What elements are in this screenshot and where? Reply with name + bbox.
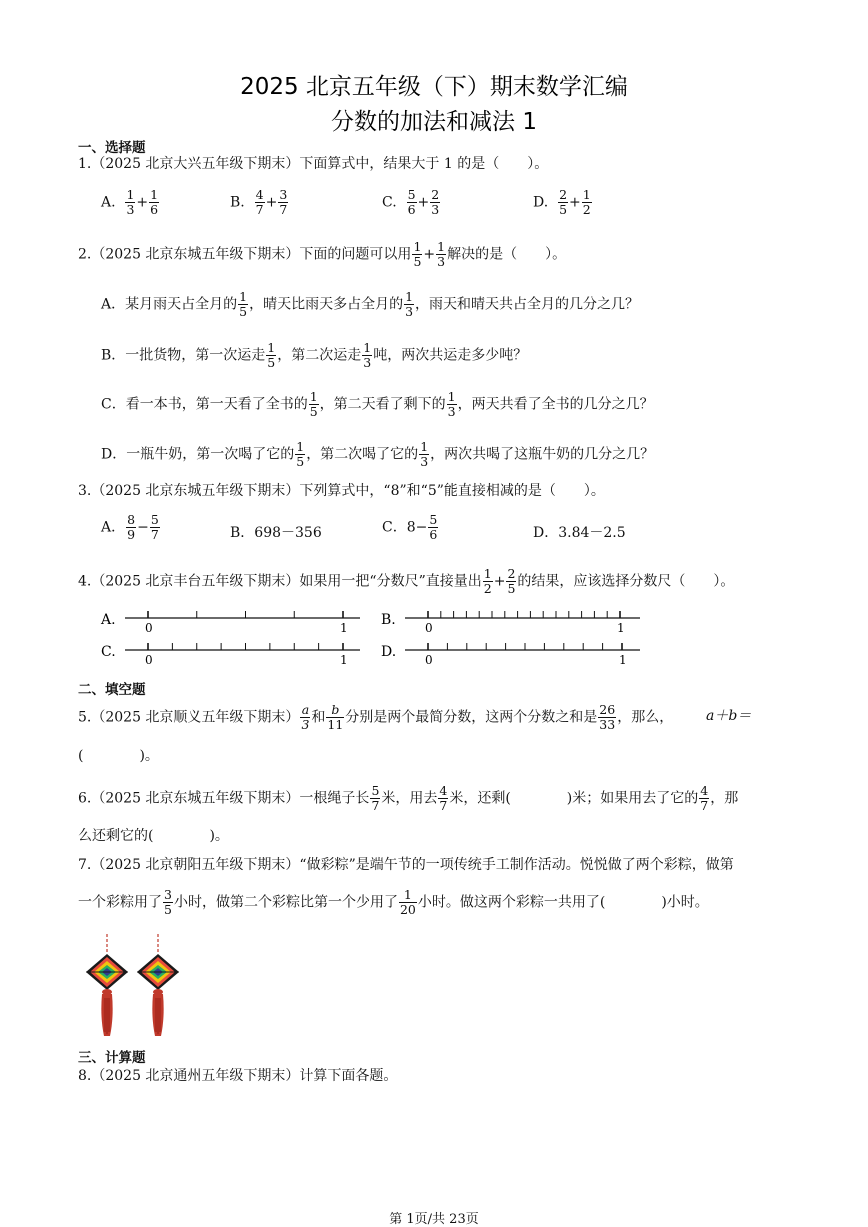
ruler-b	[381, 611, 640, 635]
zongzi-illustration	[80, 932, 190, 1044]
ruler-label: D.	[381, 644, 397, 660]
section-heading-calc: 三、计算题	[78, 1050, 146, 1066]
ruler-label: B.	[381, 612, 396, 628]
question-1-option-c: C. $\frac{5}{6}$ + $\frac{2}{3}$	[382, 187, 440, 217]
ruler-zero-label: 0	[425, 621, 433, 635]
ruler-one-label: 1	[617, 621, 625, 635]
fraction: $\frac{2}{3}$	[431, 187, 440, 217]
fraction: $\frac{2}{5}$	[559, 187, 568, 217]
ruler-label: C.	[101, 644, 116, 660]
fraction: $\frac{1}{2}$	[582, 187, 591, 217]
page-title: 2025 北京五年级（下）期末数学汇编	[240, 74, 628, 100]
ruler-a	[100, 611, 360, 635]
question-3-option-d: D．3.84－2.5	[533, 525, 626, 541]
question-2-stem: 2.（2025 北京东城五年级下期末）下面的问题可以用 $\frac{1}{5}$ + $\frac{1}{3}$ 解决的是（ ）。	[78, 239, 567, 269]
question-6-stem: 6.（2025 北京东城五年级下期末）一根绳子长 $\frac{5}{7}$ 米，用去 $\frac{4}{7}$ 米，还剩( )米；如果用去了它的 $\frac{4}{7}$ ，那	[78, 783, 739, 813]
ruler-d	[381, 643, 640, 667]
question-2-option-d: D．一瓶牛奶，第一次喝了它的 $\frac{1}{5}$ ，第二次喝了它的 $\frac{1}{3}$ ，两次共喝了这瓶牛奶的几分之几？	[101, 439, 655, 469]
fraction: $\frac{1}{3}$	[126, 187, 135, 217]
page-subtitle: 分数的加法和减法 1	[331, 109, 537, 135]
fraction: $\frac{1}{3}$	[437, 239, 446, 269]
question-5-stem: 5.（2025 北京顺义五年级下期末） $\frac{a}{3}$ 和 $\frac{b}{11}$ 分别是两个最简分数，这两个分数之和是 $\frac{26}{33}$ ，那么，	[78, 702, 674, 732]
question-7-stem: 7.（2025 北京朝阳五年级下期末）“做彩粽”是端午节的一项传统手工制作活动。悦悦做了两个彩粽，做第	[78, 857, 734, 873]
question-2-option-b: B．一批货物，第一次运走 $\frac{1}{5}$ ，第二次运走 $\frac{1}{3}$ 吨，两次共运走多少吨？	[101, 340, 528, 370]
ruler-one-label: 1	[340, 621, 348, 635]
question-3-option-b: B．698－356	[230, 525, 322, 541]
ruler-one-label: 1	[340, 653, 348, 667]
question-1-option-b: B. $\frac{4}{7}$ + $\frac{3}{7}$	[230, 187, 288, 217]
ruler-one-label: 1	[619, 653, 627, 667]
ruler-zero-label: 0	[425, 653, 433, 667]
fraction: $\frac{4}{7}$	[255, 187, 264, 217]
fraction: $\frac{3}{7}$	[279, 187, 288, 217]
question-1-option-d: D. $\frac{2}{5}$ + $\frac{1}{2}$	[533, 187, 591, 217]
fraction: $\frac{5}{6}$	[407, 187, 416, 217]
question-1-stem: 1.（2025 北京大兴五年级下期末）下面算式中，结果大于 1 的是（ ）。	[78, 156, 549, 172]
fraction: $\frac{1}{6}$	[150, 187, 159, 217]
question-5-blank[interactable]: ( )。	[78, 748, 159, 764]
question-3-option-c: C．8− $\frac{5}{6}$	[382, 512, 438, 542]
question-2-option-a: A．某月雨天占全月的 $\frac{1}{5}$ ，晴天比雨天多占全月的 $\frac{1}{3}$ ，雨天和晴天共占全月的几分之几？	[101, 289, 640, 319]
question-8-stem: 8.（2025 北京通州五年级下期末）计算下面各题。	[78, 1068, 398, 1084]
question-5-expression: a＋b＝	[706, 708, 752, 724]
question-6-blank[interactable]: 么还剩它的( )。	[78, 828, 229, 844]
question-7-line2: 一个彩粽用了 $\frac{3}{5}$ 小时，做第二个彩粽比第一个少用了 $\frac{1}{20}$ 小时。做这两个彩粽一共用了( )小时。	[78, 887, 709, 917]
ruler-c	[101, 643, 360, 667]
ruler-label: A.	[101, 612, 116, 628]
question-4-stem: 4.（2025 北京丰台五年级下期末）如果用一把“分数尺”直接量出 $\frac{1}{2}$ + $\frac{2}{5}$ 的结果，应该选择分数尺（ ）。	[78, 566, 735, 596]
zongzi-right	[137, 934, 179, 1036]
fraction-rulers	[0, 600, 868, 675]
question-1-option-a: A. $\frac{1}{3}$ + $\frac{1}{6}$	[101, 187, 159, 217]
question-2-option-c: C．看一本书，第一天看了全书的 $\frac{1}{5}$ ，第二天看了剩下的 $\frac{1}{3}$ ，两天共看了全书的几分之几？	[101, 389, 654, 419]
ruler-zero-label: 0	[145, 653, 153, 667]
zongzi-left	[86, 934, 128, 1036]
question-3-option-a: A． $\frac{8}{9}$ − $\frac{5}{7}$	[101, 512, 159, 542]
fraction: $\frac{1}{5}$	[413, 239, 422, 269]
page-number: 第 1页/共 23页	[389, 1212, 479, 1227]
section-heading-choice: 一、选择题	[78, 140, 146, 156]
section-heading-fill: 二、填空题	[78, 682, 146, 698]
question-3-stem: 3.（2025 北京东城五年级下期末）下列算式中，“8”和“5”能直接相减的是（ ）。	[78, 483, 605, 499]
ruler-zero-label: 0	[145, 621, 153, 635]
question-2-text: 2.（2025 北京东城五年级下期末）下面的问题可以用	[78, 246, 412, 263]
